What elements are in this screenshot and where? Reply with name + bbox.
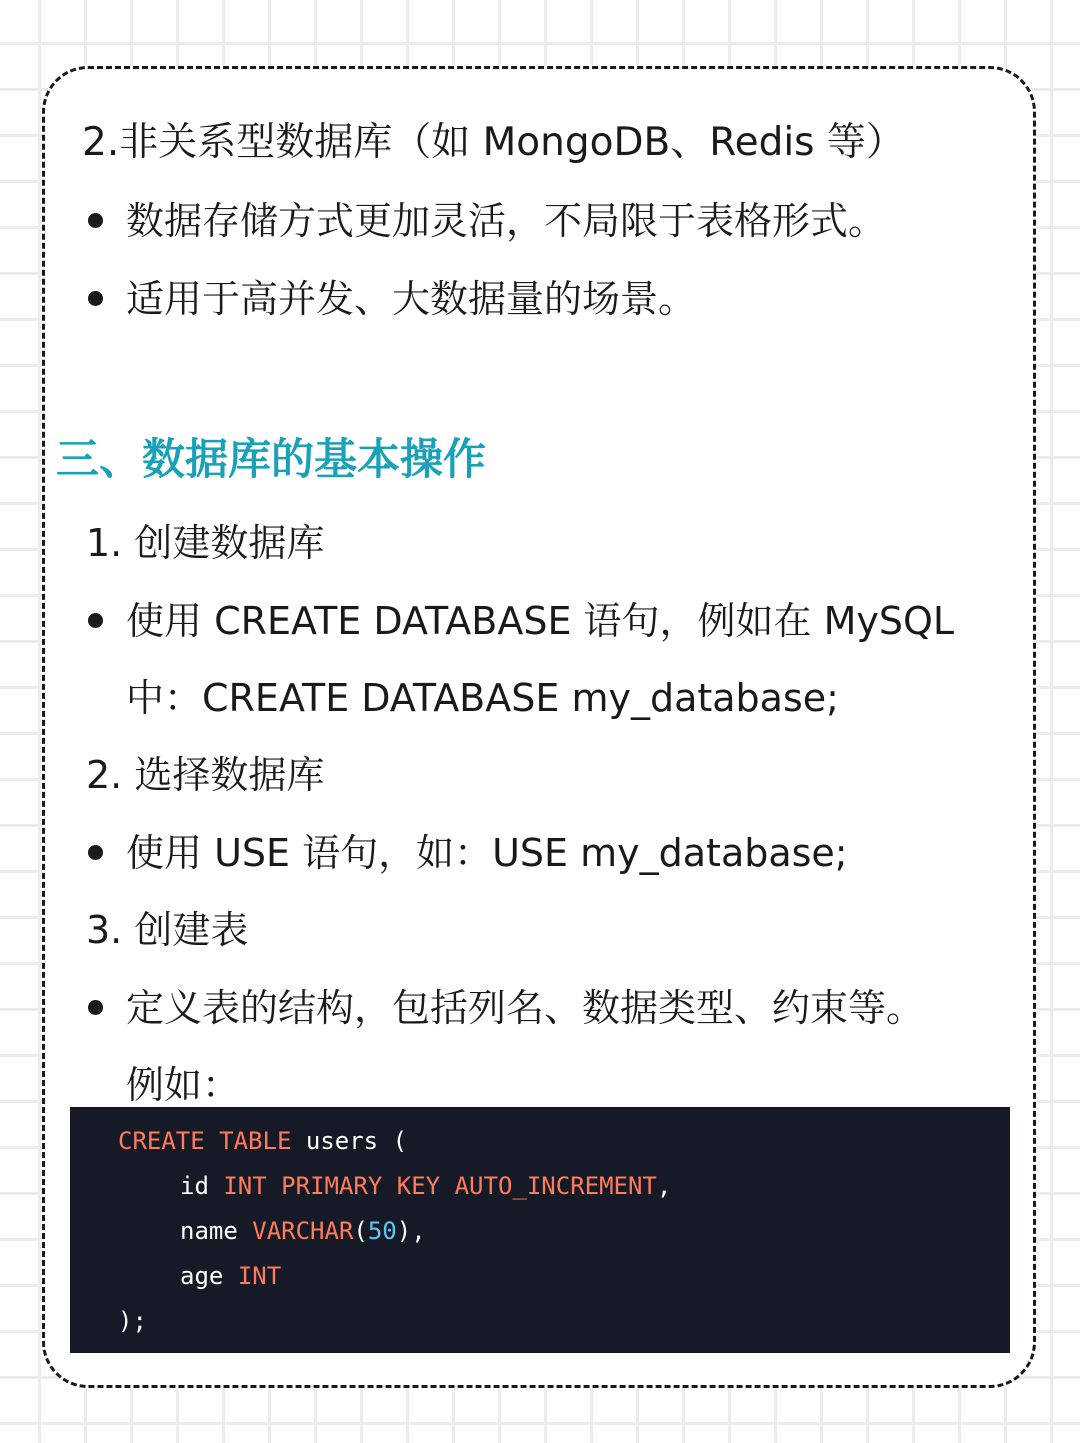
- code-keyword: AUTO_INCREMENT: [454, 1172, 657, 1200]
- bullet-icon: [88, 213, 103, 228]
- code-identifier: age: [180, 1262, 224, 1290]
- code-line: [118, 1119, 1010, 1164]
- bullet-text: 数据存储方式更加灵活，不局限于表格形式。: [126, 199, 887, 243]
- code-line: [118, 1164, 1010, 1209]
- item-title-create-db: 1. 创建数据库: [86, 521, 325, 565]
- code-line: [118, 1209, 1010, 1254]
- code-punctuation: ,: [656, 1172, 672, 1200]
- code-keyword: VARCHAR: [252, 1217, 354, 1245]
- code-keyword: INT: [223, 1172, 267, 1200]
- bullet-text-continued: 例如：: [126, 1063, 241, 1107]
- code-identifier: users: [305, 1127, 379, 1155]
- bullet-icon: [88, 613, 103, 628]
- code-punctuation: (: [392, 1127, 408, 1155]
- code-line: [118, 1254, 1010, 1299]
- item-title-select-db: 2. 选择数据库: [86, 753, 325, 797]
- bullet-text: 适用于高并发、大数据量的场景。: [126, 277, 697, 321]
- code-keyword: KEY: [396, 1172, 441, 1200]
- code-punctuation: );: [118, 1307, 147, 1335]
- code-block: [70, 1107, 1010, 1353]
- code-keyword: INT: [237, 1262, 282, 1290]
- code-number: 50: [367, 1217, 397, 1245]
- code-keyword: CREATE: [118, 1127, 205, 1155]
- bullet-icon: [88, 1000, 103, 1015]
- bullet-text: 定义表的结构，包括列名、数据类型、约束等。: [126, 986, 925, 1030]
- bullet-text: 使用 CREATE DATABASE 语句，例如在 MySQL: [126, 599, 955, 643]
- code-identifier: id: [180, 1172, 209, 1200]
- code-punctuation: ),: [396, 1217, 426, 1245]
- code-keyword: TABLE: [219, 1127, 292, 1155]
- bullet-icon: [88, 845, 103, 860]
- section-heading: 三、数据库的基本操作: [56, 435, 486, 485]
- bullet-icon: [88, 291, 103, 306]
- bullet-text: 使用 USE 语句，如：USE my_database;: [126, 831, 848, 875]
- item-title-create-table: 3. 创建表: [86, 908, 249, 952]
- code-punctuation: (: [353, 1217, 368, 1245]
- code-keyword: PRIMARY: [281, 1172, 383, 1200]
- subsection-heading-nosql: 2.非关系型数据库（如 MongoDB、Redis 等）: [82, 120, 905, 165]
- bullet-text-continued: 中：CREATE DATABASE my_database;: [126, 676, 839, 720]
- code-line: [118, 1299, 1010, 1344]
- code-identifier: name: [180, 1217, 238, 1245]
